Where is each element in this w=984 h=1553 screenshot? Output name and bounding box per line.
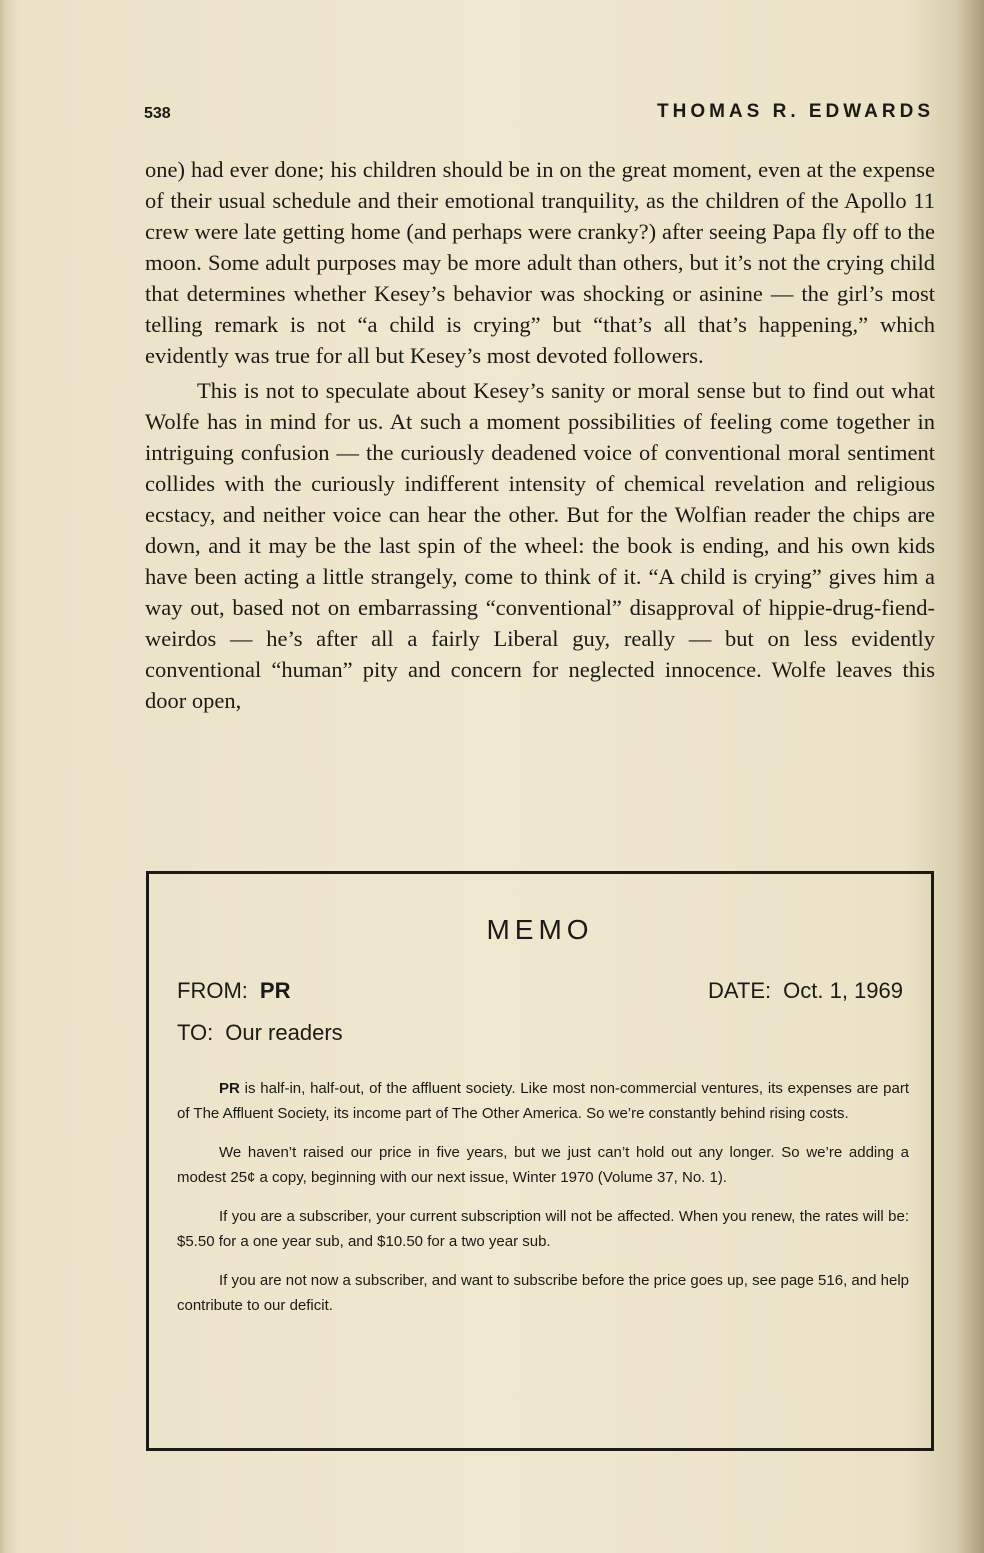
memo-paragraph: If you are not now a subscriber, and want to subscribe before the price goes up, see page 516, and help contribute to our deficit. [177, 1272, 909, 1314]
memo-date-value: Oct. 1, 1969 [783, 978, 903, 1003]
page-header [144, 101, 934, 127]
memo-paragraph-lead: PR [219, 1080, 240, 1097]
memo-from-label: FROM: [177, 978, 248, 1003]
memo-paragraph [177, 1076, 909, 1126]
memo-paragraph-text: is half-in, half-out, of the affluent society. Like most non-commercial ventures, its expenses are part of The Affluent Society, its income part of The Other America. So we’re constantly behind rising costs. [177, 1080, 909, 1122]
memo-paragraph: We haven’t raised our price in five years, but we just can’t hold out any longer. So we’re adding a modest 25¢ a copy, beginning with our next issue, Winter 1970 (Volume 37, No. 1). [177, 1144, 909, 1186]
memo-from-value: PR [259, 978, 291, 1003]
memo-to-label: TO: [177, 1020, 214, 1045]
memo-paragraph: If you are a subscriber, your current subscription will not be affected. When you renew, the rates will be: $5.50 for a one year sub, and $10.50 for a two year sub. [177, 1208, 909, 1250]
body-paragraph: This is not to speculate about Kesey’s sanity or moral sense but to find out what Wolfe has in mind for us. At such a moment possibilities of feeling come together in intriguing confusion — the curiously deadened voice of conventional moral sentiment collides with the curiously indifferent intensity of chemical revelation and religious ecstacy, and neither voice can hear the other. But for the Wolfian reader the chips are down, and it may be the last spin of the wheel: the book is ending, and his own kids have been acting a little strangely, come to think of it. “A child is crying” gives him a way out, based not on embarrassing “conventional” disapproval of hippie-drug-fiend-weirdos — he’s after all a fairly Liberal guy, really — but on less evidently conventional “human” pity and concern for neglected innocence. Wolfe leaves this door open, [145, 378, 935, 713]
memo-date-label: DATE: [707, 978, 772, 1003]
memo-box [146, 871, 934, 1451]
memo-date [708, 978, 903, 1004]
memo-to [177, 1020, 343, 1046]
memo-from [177, 978, 290, 1004]
running-head: THOMAS R. EDWARDS [657, 101, 934, 122]
memo-body [177, 1076, 909, 1332]
page-number: 538 [144, 105, 171, 122]
memo-title: MEMO [486, 914, 594, 945]
body-text [145, 154, 935, 716]
memo-to-value: Our readers [225, 1020, 343, 1045]
body-paragraph: one) had ever done; his children should be in on the great moment, even at the expense of their usual schedule and their emotional tranquility, as the children of the Apollo 11 crew were late getting home (and perhaps were cranky?) after seeing Papa fly off to the moon. Some adult purposes may be more adult than others, but it’s not the crying child that determines whether Kesey’s behavior was shocking or asinine — the girl’s most telling remark is not “a child is crying” but “that’s all that’s happening,” which evidently was true for all but Kesey’s most devoted followers. [145, 157, 935, 368]
